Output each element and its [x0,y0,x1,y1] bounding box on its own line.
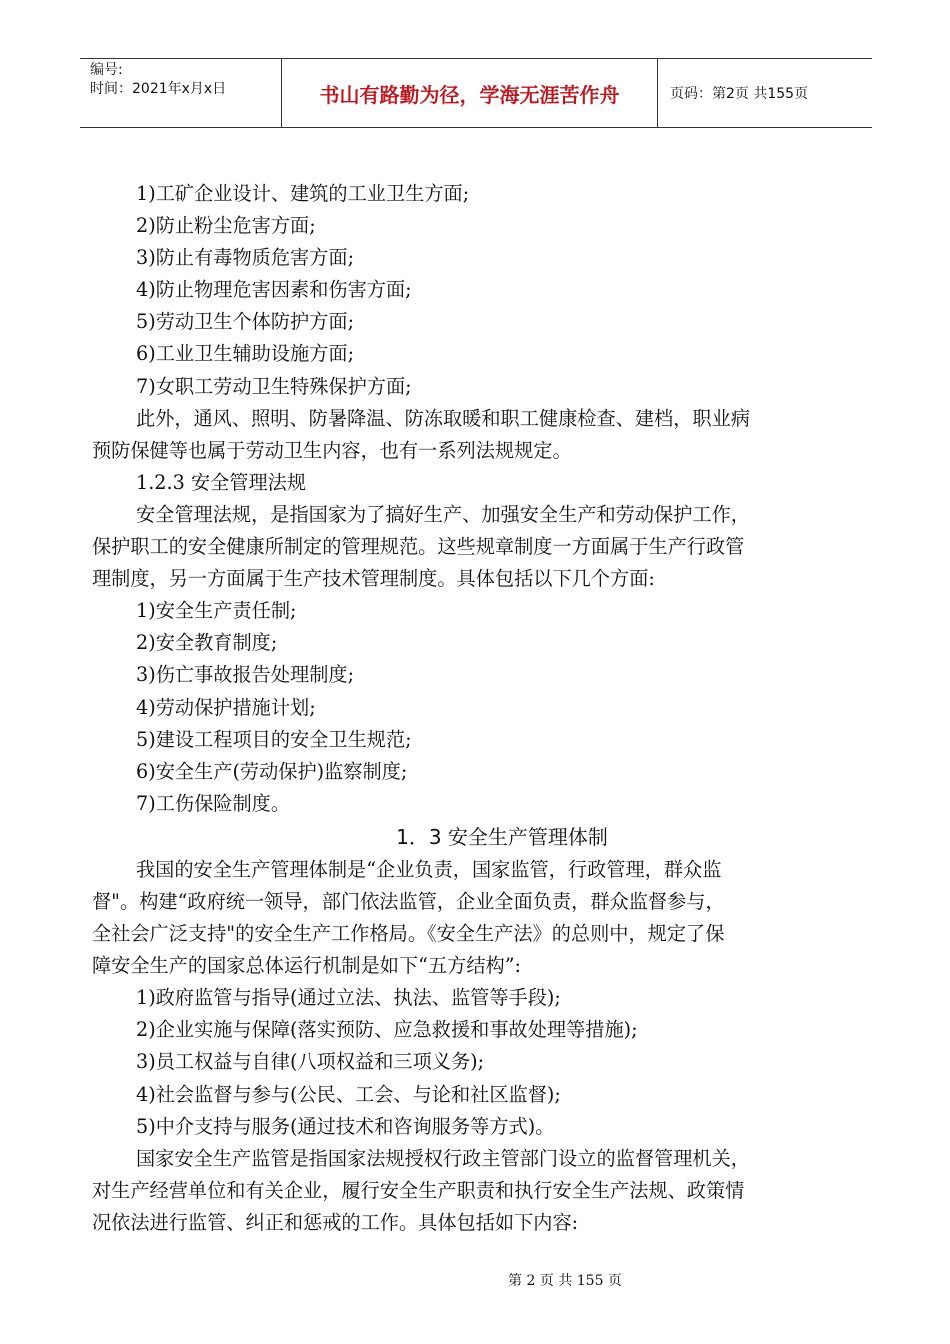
subsection-heading: 1.2.3 安全管理法规 [136,470,307,494]
list-item: 5)中介支持与服务(通过技术和咨询服务等方式)。 [136,1114,555,1138]
list-item: 1)安全生产责任制; [136,599,297,623]
paragraph-line: 对生产经营单位和有关企业，履行安全生产职责和执行安全生产法规、政策情 [92,1178,745,1202]
paragraph-line: 障安全生产的国家总体运行机制是如下“五方结构”: [92,954,522,978]
paragraph-line: 理制度，另一方面属于生产技术管理制度。具体包括以下几个方面: [92,567,655,591]
header-page-info: 页码：第2页 共155页 [670,86,809,102]
paragraph-line: 我国的安全生产管理体制是“企业负责，国家监管，行政管理，群众监 [136,857,722,881]
paragraph-line: 预防保健等也属于劳动卫生内容，也有一系列法规规定。 [92,438,572,462]
list-item: 1)工矿企业设计、建筑的工业卫生方面; [136,182,470,205]
header-meta [80,59,282,127]
paragraph-line: 保护职工的安全健康所制定的管理规范。这些规章制度一方面属于生产行政管 [92,535,745,559]
header-motto: 书山有路勤为径，学海无涯苦作舟 [282,59,658,127]
list-item: 2)企业实施与保障(落实预防、应急救援和事故处理等措施); [136,1018,638,1042]
paragraph-line: 国家安全生产监管是指国家法规授权行政主管部门设立的监督管理机关， [136,1146,750,1170]
section-heading: 1．3 安全生产管理体制 [396,824,608,849]
paragraph-line: 督"。构建“政府统一领导，部门依法监管，企业全面负责，群众监督参与， [92,889,725,913]
document-body [92,178,842,1239]
list-item: 1)政府监管与指导(通过立法、执法、监管等手段); [136,986,561,1010]
time-label: 时间：2021年x月x日 [90,81,227,97]
list-item: 6)工业卫生辅助设施方面; [136,342,355,366]
page-footer: 第 2 页 共 155 页 [508,1273,622,1289]
paragraph-line: 况依法进行监管、纠正和惩戒的工作。具体包括如下内容: [92,1210,579,1234]
paragraph-line: 此外，通风、照明、防暑降温、防冻取暖和职工健康检查、建档，职业病 [136,406,750,430]
list-item: 7)工伤保险制度。 [136,791,291,815]
list-item: 3)员工权益与自律(八项权益和三项义务); [136,1050,485,1074]
list-item: 2)防止粉尘危害方面; [136,214,316,238]
page-header [80,58,872,128]
list-item: 4)社会监督与参与(公民、工会、与论和社区监督); [136,1082,561,1106]
list-item: 5)建设工程项目的安全卫生规范; [136,727,412,751]
serial-label: 编号: [90,62,123,78]
list-item: 4)劳动保护措施计划; [136,695,316,719]
list-item: 4)防止物理危害因素和伤害方面; [136,278,412,302]
list-item: 2)安全教育制度; [136,631,278,655]
list-item: 3)伤亡事故报告处理制度; [136,663,355,687]
list-item: 6)安全生产(劳动保护)监察制度; [136,759,408,783]
paragraph-line: 全社会广泛支持"的安全生产工作格局。《安全生产法》的总则中，规定了保 [92,922,725,946]
list-item: 3)防止有毒物质危害方面; [136,246,355,270]
list-item: 7)女职工劳动卫生特殊保护方面; [136,374,412,398]
list-item: 5)劳动卫生个体防护方面; [136,310,355,334]
paragraph-line: 安全管理法规，是指国家为了搞好生产、加强安全生产和劳动保护工作， [136,502,750,526]
